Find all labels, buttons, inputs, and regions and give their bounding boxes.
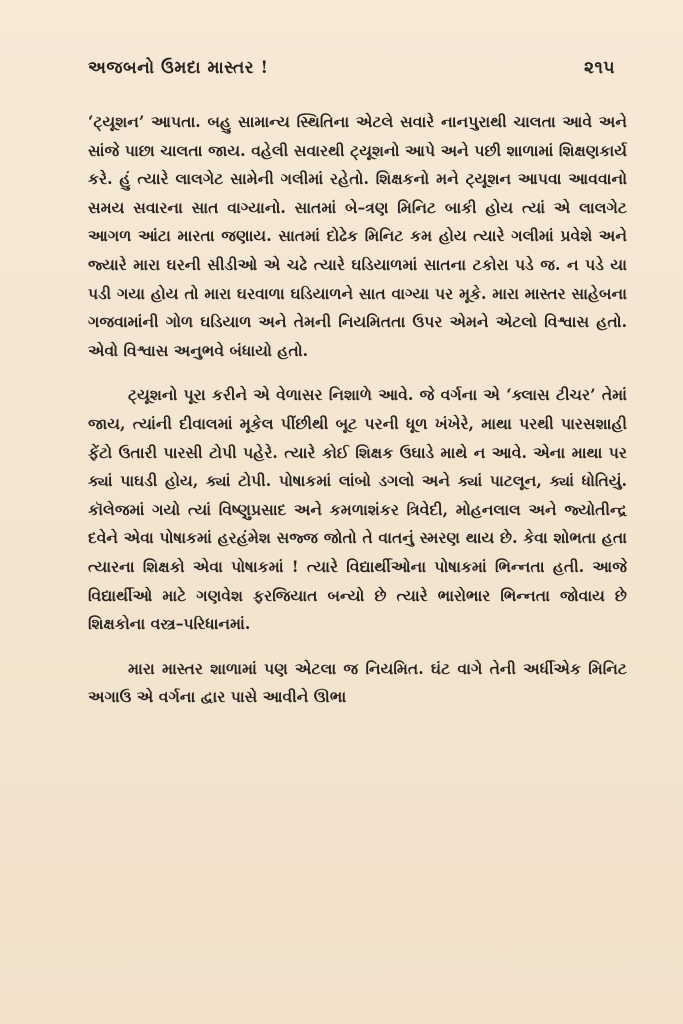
paragraph: ‘ટ્યૂશન’ આપતા. બહુ સામાન્ય સ્થિતિના એટલે સવારે નાનપુરાથી ચાલતા આવે અને સાંજે પાછા ચાલતા જાય. વહેલી સવારથી ટ્યૂશનો આપે અને પછી શાળામાં શિક્ષણકાર્ય કરે. હું ત્યારે લાલગેટ સામેની ગલીમાં રહેતો. શિક્ષકનો મને ટ્યૂશન આપવા આવવાનો સમય સવારના સાત વાગ્યાનો. સાતમાં બે–ત્રણ મિનિટ બાકી હોય ત્યાં એ લાલગેટ આગળ આંટા મારતા જણાય. સાતમાં દોઢેક મિનિટ કમ હોય ત્યારે ગલીમાં પ્રવેશે અને જ્યારે મારા ઘરની સીડીઓ એ ચઢે ત્યારે ઘડિયાળમાં સાતના ટકોરા પડે જ. ન પડે યા પડી ગયા હોય તો મારા ઘરવાળા ઘડિયાળને સાત વાગ્યા પર મૂકે. મારા માસ્તર સાહેબના ગજવામાંની ગોળ ઘડિયાળ અને તેમની નિયમિતતા ઉપર એમને એટલો વિશ્વાસ હતો. એવો વિશ્વાસ અનુભવે બંધાયો હતો. — [88, 112, 627, 360]
running-title: અજબનો ઉમદા માસ્તર ! — [88, 58, 269, 78]
body-text — [88, 108, 627, 712]
paragraph: ટ્યૂશનો પૂરા કરીને એ વેળાસર નિશાળે આવે. જે વર્ગના એ ‘ક્લાસ ટીચર’ તેમાં જાય, ત્યાંની દીવાલમાં મૂકેલ પીંછીથી બૂટ પરની ધૂળ ખંખેરે, માથા પરથી પારસશાહી ફેંટો ઉતારી પારસી ટોપી પહેરે. ત્યારે કોઈ શિક્ષક ઉઘાડે માથે ન આવે. એના માથા પર ક્યાં પાઘડી હોય, ક્યાં ટોપી. પોષાકમાં લાંબો ડગલો અને ક્યાં પાટલૂન, ક્યાં ધોતિયું. કૉલેજમાં ગયો ત્યાં વિષ્ણુપ્રસાદ અને કમળાશંકર ત્રિવેદી, મોહનલાલ અને જ્યોતીન્દ્ર દવેને એવા પોષાકમાં હરહંમેશ સજ્જ જોતો તે વાતનું સ્મરણ થાય છે. કેવા શોભતા હતા ત્યારના શિક્ષકો એવા પોષાકમાં ! ત્યારે વિદ્યાર્થીઓના પોષાકમાં ભિન્નતા હતી. આજે વિદ્યાર્થીઓ માટે ગણવેશ ફરજિયાત બન્યો છે ત્યારે ભારોભાર ભિન્નતા જોવાય છે શિક્ષકોના વસ્ત્ર–પરિધાનમાં. — [88, 385, 627, 634]
paragraph: મારા માસ્તર શાળામાં પણ એટલા જ નિયમિત. ઘંટ વાગે તેની અર્ધીએક મિનિટ અગાઉ એ વર્ગના દ્વાર પાસે આવીને ઊભા — [88, 658, 627, 707]
page-number: ૨૧૫ — [584, 58, 615, 78]
running-header — [88, 58, 615, 78]
